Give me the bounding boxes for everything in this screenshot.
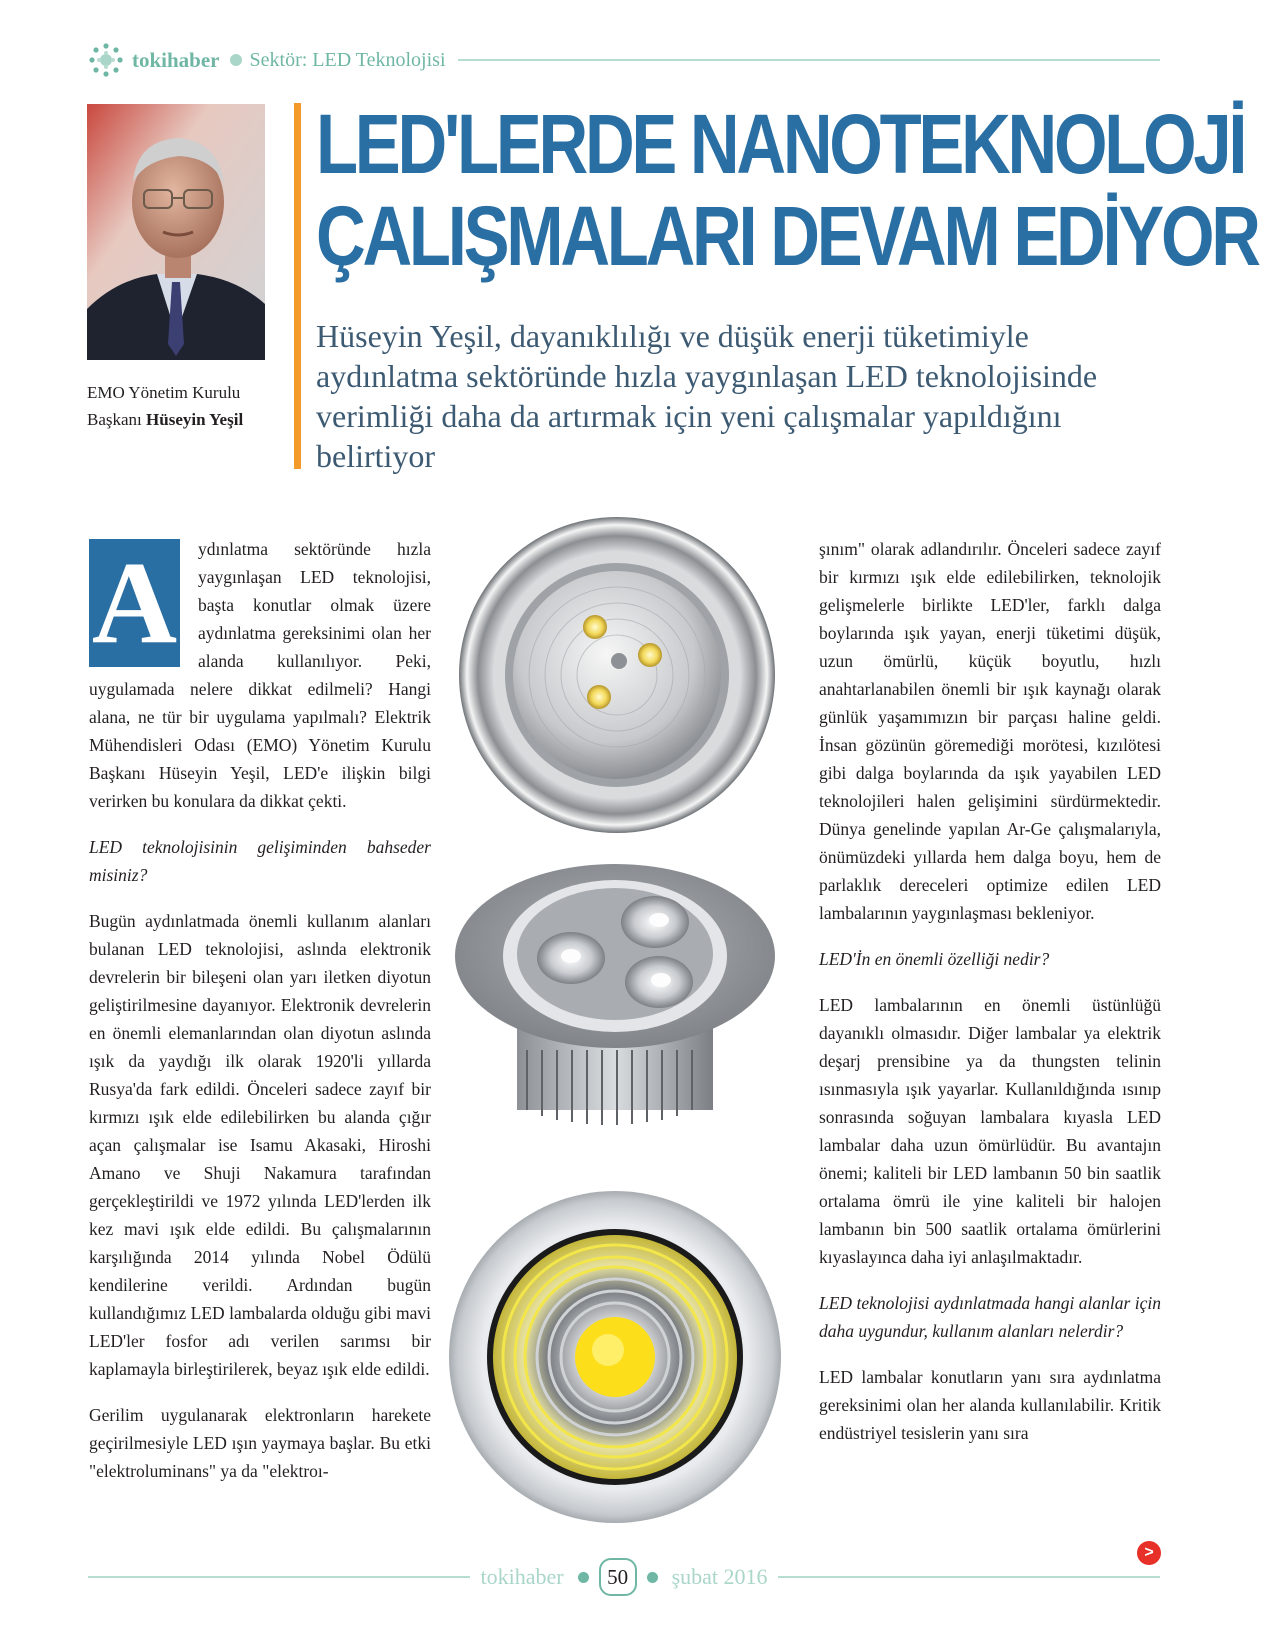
tokihaber-logo-icon: [88, 42, 124, 78]
led-lamp-cob-image: [448, 1190, 782, 1524]
answer-1-continued: Gerilim uygulanarak elektronların harekete geçirilmesiyle LED ışın yaymaya başlar. Bu etki "elektroluminans" ya da "elektroı-: [89, 1405, 431, 1481]
answer-2: LED lambalarının en önemli üstünlüğü dayanıklı olmasıdır. Diğer lambalar ya elektrik deşarj prensibine ya da thungsten telinin ısınmasıyla ışık yayarlar. Kullanıldığında ısınıp sonrasında soğuyan lambalara kıyasla LED lambalar daha uzun ömürlüdür. Bu avantajın önemi; kaliteli bir LED lambanın 50 bin saatlik ortalama ömrü ile yine kaliteli bir halojen lambanın bin 500 saatlik ortalama ömürlerini kıyaslayınca daha iyi anlaşılmaktadır.: [819, 995, 1161, 1267]
continue-arrow-icon[interactable]: >: [1137, 1541, 1161, 1565]
column-left: [89, 535, 431, 1503]
answer-1-end: şınım" olarak adlandırılır. Önceleri sadece zayıf bir kırmızı ışık elde edilebilirken, teknolojik gelişmelerle birlikte LED'ler, farklı dalga boylarında ışık yayan, enerji tüketimi düşük, uzun ömürlü, küçük boyutlu, hızlı anahtarlanabilen önemli bir ışık kaynağı olarak günlük yaşamımızın bir parçası haline geldi. İnsan gözünün göremediği morötesi, kızılötesi gibi dalga boylarında da ışık yayabilen LED teknolojileri halen gelişimini sürdürmektedir. Dünya genelinde yapılan Ar-Ge çalışmalarıyla, önümüzdeki yıllarda hem dalga boyu, hem de parlaklık dereceleri optimize edilen LED lambalarının yaygınlaşması bekleniyor.: [819, 539, 1161, 923]
answer-3: LED lambalar konutların yanı sıra aydınlatma gereksinimi olan her alanda kullanılabilir. Kritik endüstriyel tesislerin yanı sıra: [819, 1367, 1161, 1443]
article-deck: Hüseyin Yeşil, dayanıklılığı ve düşük enerji tüketimiyle aydınlatma sektöründe hızla yaygınlaşan LED teknolojisinde verimliği daha da artırmak için yeni çalışmalar yapıldığını belirtiyor: [316, 318, 1098, 474]
page-footer: [88, 1557, 1160, 1597]
caption-role: EMO Yönetim Kurulu Başkanı: [87, 383, 241, 429]
page-header: [88, 40, 1160, 80]
led-lamp-chrome-image: [457, 515, 777, 835]
portrait-photo: [87, 104, 265, 360]
answer-1: Bugün aydınlatmada önemli kullanım alanları bulanan LED teknolojisi, aslında elektronik devrelerin bir bileşeni olan yarı iletken diyotun geliştirilmesine dayanıyor. Elektronik devrelerin en önemli elemanlarından olan diyotun aslında ışık da yaydığı ilk olarak 1920'li yıllarda Rusya'da fark edildi. Önceleri sadece zayıf bir kırmızı ışık elde edilebilirken bu alanda çığır açan çalışmalar ise Isamu Akasaki, Hiroshi Amano ve Shuji Nakamura tarafından gerçekleştirildi ve 1972 yılında LED'lerden ilk kez mavi ışık elde edildi. Bu çalışmalarının karşılığında 2014 yılında Nobel Ödülü kendilerine verildi. Ardından bugün kullandığımız LED lambalarda olduğu gibi mavi LED'ler fosfor adı verilen sarımsı bir kaplamayla birleştirilerek, beyaz ışık elde edildi.: [89, 911, 431, 1379]
dropcap: A: [89, 539, 180, 667]
page-number: 50: [599, 1558, 637, 1596]
question-1: LED teknolojisinin gelişiminden bahseder misiniz?: [89, 837, 431, 885]
header-separator-dot: [230, 54, 242, 66]
header-rule: [458, 59, 1160, 61]
caption-name: Hüseyin Yeşil: [146, 410, 244, 429]
footer-rule-right: [778, 1576, 1160, 1578]
title-line-2: ÇALIŞMALARI DEVAM EDİYOR: [316, 189, 1258, 283]
footer-rule-left: [88, 1576, 470, 1578]
intro-paragraph: ydınlatma sektöründe hızla yaygınlaşan LED teknolojisi, başta konutlar olmak üzere aydınlatma gereksinimi olan her alanda kullanılıyor. Peki, uygulamada nelere dikkat edilmeli? Hangi alana, ne tür bir uygulama yapılmalı? Elektrik Mühendisleri Odası (EMO) Yönetim Kurulu Başkanı Hüseyin Yeşil, LED'e ilişkin bilgi verirken bu konulara da dikkat çekti.: [89, 539, 431, 811]
question-2: LED'İn en önemli özelliği nedir?: [819, 949, 1050, 969]
footer-date: şubat 2016: [671, 1564, 768, 1589]
portrait-caption: [87, 379, 277, 433]
title-accent-bar: [294, 103, 301, 469]
led-lamp-recessed-image: [447, 860, 783, 1130]
title-line-1: LED'LERDE NANOTEKNOLOJİ: [316, 97, 1245, 191]
footer-dot-left: [578, 1572, 589, 1583]
footer-brand: tokihaber: [480, 1564, 564, 1589]
article-title: [316, 97, 1258, 283]
header-brand: tokihaber: [132, 47, 220, 72]
header-section: Sektör: LED Teknolojisi: [249, 48, 446, 71]
column-right: [819, 535, 1161, 1465]
footer-dot-right: [647, 1572, 658, 1583]
question-3: LED teknolojisi aydınlatmada hangi alanlar için daha uygundur, kullanım alanları nelerdir?: [819, 1293, 1161, 1341]
